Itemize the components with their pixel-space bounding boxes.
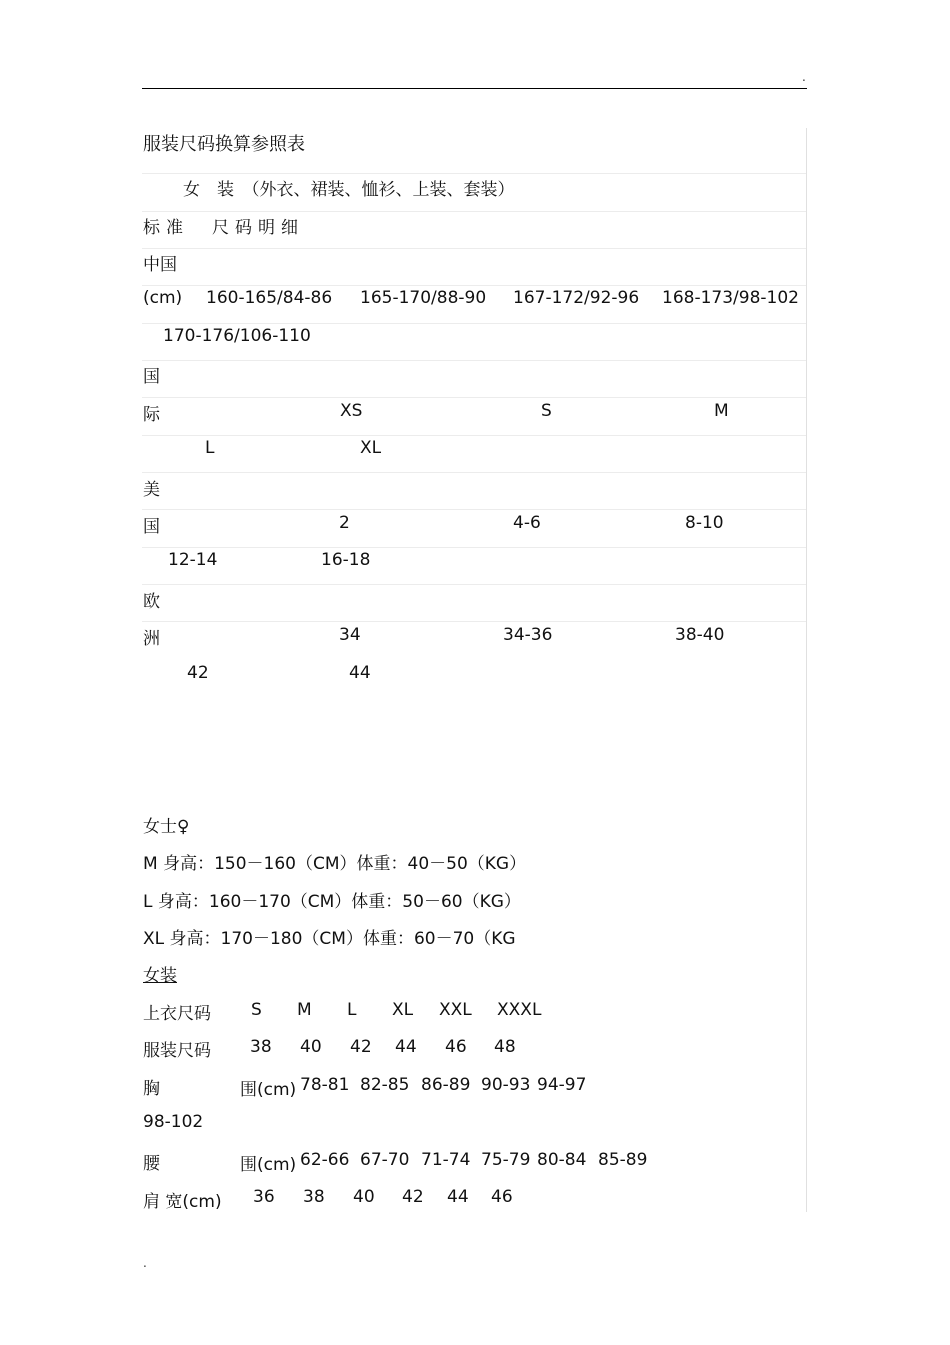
shoulder-value: 40 [353,1187,375,1207]
row-rule [142,547,806,548]
waist-value: 85-89 [598,1150,648,1170]
womens-table-heading: 女装 [143,966,177,986]
intl-value: M [714,401,729,421]
europe-value: 38-40 [675,625,725,645]
chest-value: 82-85 [360,1075,410,1095]
usa-label: 国 [143,517,160,537]
cloth-size: 38 [250,1037,272,1057]
shoulder-value: 36 [253,1187,275,1207]
row-rule [142,285,806,286]
row-rule [142,397,806,398]
table-right-border-2 [806,660,807,1212]
china-unit-label: (cm) [143,288,183,308]
usa-label: 美 [143,480,160,500]
waist-label: 腰 [143,1154,160,1174]
china-value: 160-165/84-86 [206,288,333,308]
chest-value: 90-93 [481,1075,531,1095]
ladies-title: 女士♀ [143,817,190,837]
cloth-size: 40 [300,1037,322,1057]
waist-value: 62-66 [300,1150,350,1170]
intl-value: XS [340,401,363,421]
china-value: 167-172/92-96 [513,288,640,308]
intl-value: L [205,438,215,458]
standard-size-label: 标准 尺码明细 [143,218,304,238]
shoulder-value: 38 [303,1187,325,1207]
row-rule [142,360,806,361]
shoulder-value: 46 [491,1187,513,1207]
page-title: 服装尺码换算参照表 [143,134,305,155]
chest-value: 98-102 [143,1112,204,1132]
shoulder-label: 肩 宽(cm) [143,1192,222,1212]
chest-label: 胸 [143,1079,160,1099]
header-rule [142,88,807,89]
top-size: S [251,1000,262,1020]
row-rule [142,509,806,510]
cloth-size: 48 [494,1037,516,1057]
chest-unit: 围(cm) [240,1080,297,1100]
top-size: XL [392,1000,414,1020]
china-value: 165-170/88-90 [360,288,487,308]
waist-unit: 围(cm) [240,1155,297,1175]
europe-label: 欧 [143,592,160,612]
row-rule [142,323,806,324]
top-size: L [347,1000,357,1020]
section-women-heading: 女 装 （外衣、裙装、恤衫、上装、套装） [183,180,515,200]
chest-value: 94-97 [537,1075,587,1095]
row-rule [142,211,806,212]
intl-label: 际 [143,405,160,425]
top-size: XXL [439,1000,472,1020]
intl-value: XL [360,438,382,458]
ladies-row-xl: XL 身高：170－180（CM）体重：60－70（KG [143,929,516,949]
usa-value: 16-18 [321,550,371,570]
waist-value: 67-70 [360,1150,410,1170]
row-rule [142,472,806,473]
china-label: 中国 [143,255,177,275]
europe-label: 洲 [143,629,160,649]
header-dot: . [802,70,806,84]
shoulder-value: 44 [447,1187,469,1207]
row-rule [142,584,806,585]
europe-value: 34-36 [503,625,553,645]
row-rule [142,435,806,436]
cloth-size: 44 [395,1037,417,1057]
row-rule [142,248,806,249]
usa-value: 8-10 [685,513,724,533]
europe-value: 42 [187,663,209,683]
usa-value: 12-14 [168,550,218,570]
waist-value: 80-84 [537,1150,587,1170]
row-rule [142,173,806,174]
europe-value: 44 [349,663,371,683]
chest-value: 86-89 [421,1075,471,1095]
europe-value: 34 [339,625,361,645]
top-size: M [297,1000,312,1020]
china-value: 168-173/98-102 [662,288,799,308]
table-right-border [806,128,807,660]
waist-value: 75-79 [481,1150,531,1170]
cloth-size: 46 [445,1037,467,1057]
usa-value: 2 [339,513,350,533]
cloth-size: 42 [350,1037,372,1057]
top-size-label: 上衣尺码 [143,1004,211,1024]
ladies-row-l: L 身高：160－170（CM）体重：50－60（KG） [143,892,521,912]
ladies-row-m: M 身高：150－160（CM）体重：40－50（KG） [143,854,527,874]
shoulder-value: 42 [402,1187,424,1207]
intl-value: S [541,401,552,421]
footer-dot: . [143,1256,147,1270]
top-size: XXXL [497,1000,542,1020]
waist-value: 71-74 [421,1150,471,1170]
cloth-size-label: 服装尺码 [143,1041,211,1061]
china-value: 170-176/106-110 [163,326,311,346]
intl-label: 国 [143,367,160,387]
row-rule [142,621,806,622]
usa-value: 4-6 [513,513,541,533]
chest-value: 78-81 [300,1075,350,1095]
